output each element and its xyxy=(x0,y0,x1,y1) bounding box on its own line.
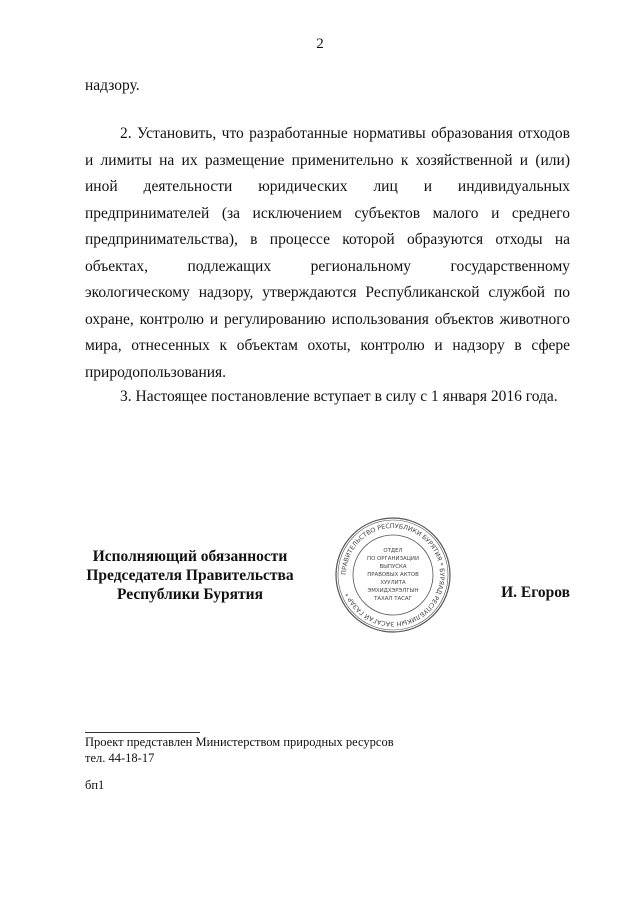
seal-center-line: ВЫПУСКА xyxy=(379,564,407,570)
signer-title-line: Исполняющий обязанности xyxy=(92,548,288,565)
signer-title xyxy=(85,547,295,604)
page-number: 2 xyxy=(316,36,324,52)
seal-center-line: ОТДЕЛ xyxy=(383,548,403,554)
seal-center-line: ПО ОРГАНИЗАЦИИ xyxy=(367,556,419,562)
footnote-author: Проект представлен Министерством природных ресурсов xyxy=(85,735,394,749)
paragraph-item-3: 3. Настоящее постановление вступает в силу с 1 января 2016 года. xyxy=(120,388,558,405)
paragraph-continuation: надзору. xyxy=(85,77,140,94)
footnote-divider xyxy=(85,732,200,733)
seal-center-line: ПРАВОВЫХ АКТОВ xyxy=(367,572,419,578)
official-seal xyxy=(333,515,453,635)
signer-title-line: Республики Бурятия xyxy=(117,586,263,603)
footnote-code: бп1 xyxy=(85,778,105,792)
seal-center-line: ЭМХИДХЭРЭЛГЫН xyxy=(367,588,419,594)
seal-center-line: ТАХАЛ ТАСАГ xyxy=(374,596,412,602)
signer-title-line: Председателя Правительства xyxy=(86,567,294,584)
seal-ring-textpath: ПРАВИТЕЛЬСТВО РЕСПУБЛИКИ БУРЯТИЯ * БУРЯАД РЕСПУБЛИКЫН ЗАСАГАЙ ГАЗАР * xyxy=(340,522,446,628)
footnote-phone: тел. 44-18-17 xyxy=(85,751,155,765)
paragraph-item-2: 2. Установить, что разработанные нормативы образования отходов и лимиты на их размещение применительно к хозяйственной и (или) иной деятельности юридических лиц и индивидуальных предпринимателей (за исключением субъектов малого и среднего предпринимательства), в процессе которой образуются отходы на объектах, подлежащих региональному государственному экологическому надзору, утверждаются Республиканской службой по охране, контролю и регулированию использования объектов животного мира, отнесенных к объектам охоты, контролю и надзору в сфере природопользования. xyxy=(85,125,570,381)
seal-center-line: ХУУЛИТА xyxy=(380,580,406,586)
signer-name: И. Егоров xyxy=(501,584,570,601)
